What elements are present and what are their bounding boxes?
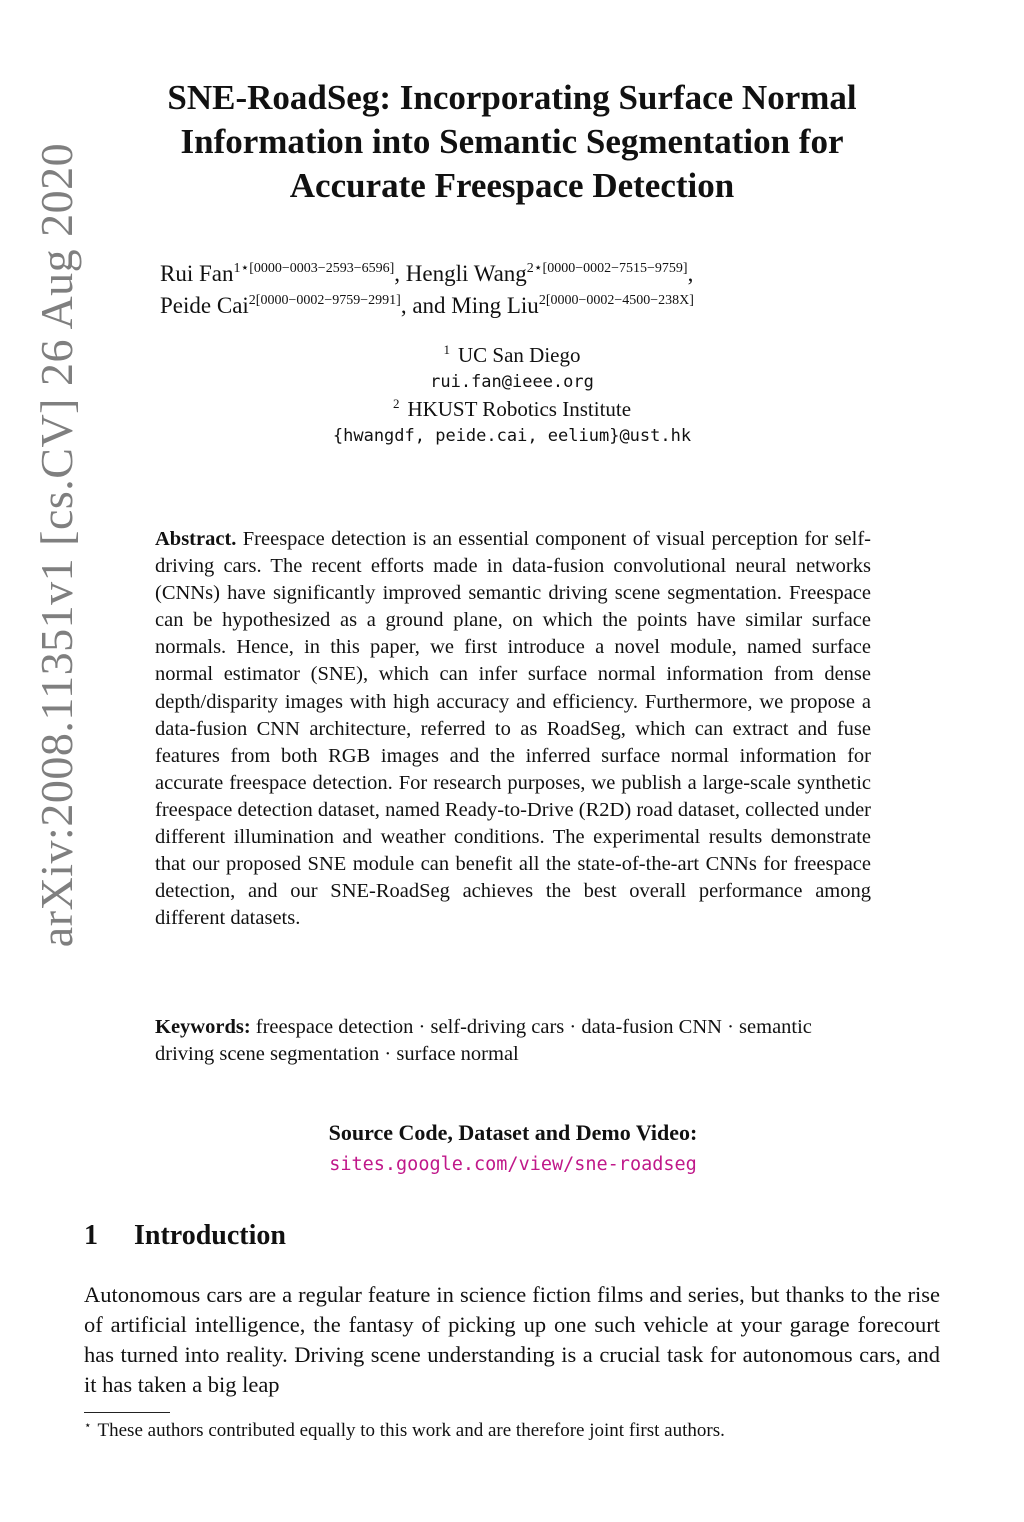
footnote-divider xyxy=(84,1412,170,1413)
affiliation-name: UC San Diego xyxy=(458,343,581,367)
section-number: 1 xyxy=(84,1220,98,1251)
project-website-link[interactable]: sites.google.com/view/sne-roadseg xyxy=(329,1154,697,1175)
author-name: Peide Cai xyxy=(160,293,249,318)
source-code-block xyxy=(155,1118,871,1180)
author-conjunction: , and xyxy=(400,293,452,318)
title-line-2: Information into Semantic Segmentation for xyxy=(180,122,844,161)
paper-title xyxy=(100,76,924,208)
affiliation-name: HKUST Robotics Institute xyxy=(407,397,632,421)
abstract-text: Freespace detection is an essential component of visual perception for self-driving cars. The recent efforts made in data-fusion convolutional neural networks (CNNs) have significantly improved semantic driving scene segmentation. Freespace can be hypothesized as a ground plane, on which the points have similar surface normals. Hence, in this paper, we first introduce a novel module, named surface normal estimator (SNE), which can infer surface normal information from dense depth/disparity images with high accuracy and efficiency. Furthermore, we propose a data-fusion CNN architecture, referred to as RoadSeg, which can extract and fuse features from both RGB images and the inferred surface normal information for accurate freespace detection. For research purposes, we publish a large-scale synthetic freespace detection dataset, named Ready-to-Drive (R2D) road dataset, collected under different illumination and weather conditions. The experimental results demonstrate that our proposed SNE module can benefit all the state-of-the-art CNNs for freespace detection, and our SNE-RoadSeg achieves the best overall performance among different datasets. xyxy=(155,528,872,930)
author-name: Rui Fan xyxy=(160,261,234,286)
author-orcid: 2⋆[0000−0002−7515−9759] xyxy=(526,261,688,276)
author-list xyxy=(160,258,920,322)
footnote-text: These authors contributed equally to this work and are therefore joint first authors. xyxy=(97,1420,725,1441)
affiliation-2 xyxy=(200,396,824,423)
affiliation-1-email: rui.fan@ieee.org xyxy=(430,372,594,392)
keywords xyxy=(155,1014,871,1068)
affiliation-2-email: {hwangdf, peide.cai, eelium}@ust.hk xyxy=(332,426,692,446)
arxiv-identifier-stamp: arXiv:2008.11351v1 [cs.CV] 26 Aug 2020 xyxy=(31,142,82,948)
footnote-mark: ⋆ xyxy=(84,1418,92,1432)
affiliations xyxy=(200,342,824,450)
abstract-label: Abstract. xyxy=(155,528,237,550)
author-name: Ming Liu xyxy=(451,293,539,318)
keywords-label: Keywords: xyxy=(155,1016,251,1038)
affiliation-mark: 1 xyxy=(443,342,450,357)
title-line-3: Accurate Freespace Detection xyxy=(289,166,735,205)
author-line-1: Rui Fan$^{1⋆[0000-0003-2593-6596]}$, Hengli Wang$^{2⋆[0000-0002-7515-9759]}$, xyxy=(160,261,694,286)
author-orcid: 2[0000−0002−9759−2991] xyxy=(248,293,401,308)
keywords-text: freespace detection · self-driving cars · data-fusion CNN · semantic driving scene segmentation · surface normal xyxy=(155,1016,812,1065)
introduction-paragraph: Autonomous cars are a regular feature in science fiction films and series, but thanks to the rise of artificial intelligence, the fantasy of picking up one such vehicle at your garage forecourt has turned into reality. Driving scene understanding is a crucial task for autonomous cars, and it has taken a big leap xyxy=(84,1282,940,1397)
author-orcid: 1⋆[0000−0003−2593−6596] xyxy=(233,261,395,276)
author-orcid: 2[0000−0002−4500−238X] xyxy=(538,293,694,308)
abstract xyxy=(155,526,871,932)
title-line-1: SNE-RoadSeg: Incorporating Surface Normal xyxy=(167,78,857,117)
affiliation-1 xyxy=(200,342,824,369)
section-title: Introduction xyxy=(134,1220,286,1251)
affiliation-mark: 2 xyxy=(392,396,400,411)
source-label: Source Code, Dataset and Demo Video: xyxy=(328,1120,698,1145)
footnote xyxy=(84,1418,954,1444)
section-heading-introduction xyxy=(84,1218,286,1254)
author-name: Hengli Wang xyxy=(405,261,527,286)
author-line-2 xyxy=(160,290,920,322)
